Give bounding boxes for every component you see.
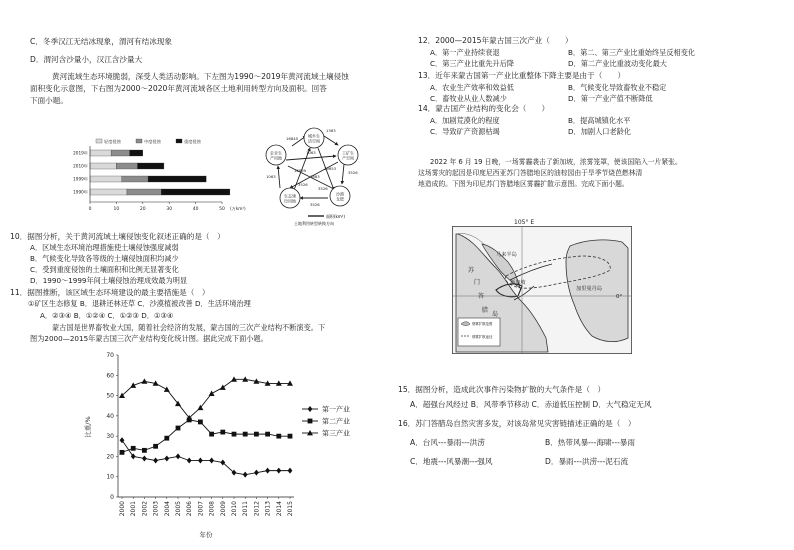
q13-option-a: A．农业生产效率和效益低 [430,83,514,92]
flow-edge-value: 16839 [294,168,307,173]
line-point [153,444,158,449]
line-legend-label: 第三产业 [322,429,350,438]
q11-items: ①矿区生态修复 B．退耕还林还草 C．沙漠植被改善 D．生活环境治理 [28,299,251,308]
bar-segment [127,189,161,195]
bar-legend-swatch [136,139,142,143]
bar-x-unit: (万km²) [230,206,246,211]
map-place-label: 新加坡 [510,280,526,286]
q13-stem: 13．近年来蒙古国第一产业比重整体下降主要是由于（ ） [418,71,626,80]
line-point [265,468,270,474]
bar-x-tick-label: 40 [192,207,199,212]
line-point [198,457,203,463]
flow-edge-value: 3526 [310,202,320,207]
bar-x-tick-label: 50 [219,207,225,212]
flow-node-label: 戈壁 [336,196,344,202]
line-x-axis-label: 年份 [199,531,213,539]
line-point [164,436,169,441]
line-y-axis-label: 比重/% [84,416,92,438]
sumatra-haze-map [452,218,632,354]
industry-structure-line-chart [82,347,382,541]
q12-option-c: C．第三产业比重先升后降 [430,59,515,68]
line-x-tick-label: 2005 [175,501,182,517]
line-x-tick-label: 2011 [242,501,250,517]
line-point [209,457,214,463]
line-point [164,386,170,391]
bar-segment [90,150,111,156]
q15-options: A．超强台风经过 B．风带季节移动 C．赤道低压控制 D．大气稳定无风 [410,400,652,409]
map-place-label: 加里曼丹岛 [576,286,602,292]
flow-edge-value: 3526 [298,182,308,187]
q16-option-a: A．台风---暴雨---洪涝 [410,438,485,447]
q13-option-b: B．气候变化导致畜牧业不稳定 [568,83,667,92]
flow-edge-value: 1863 [310,174,320,179]
bar-legend-swatch [96,139,102,143]
land-use-flow-diagram [258,126,368,230]
line-legend-label: 第二产业 [322,417,350,426]
line-point [141,378,147,383]
line-series-path [122,420,290,452]
flow-edge-value: 3526 [348,170,358,175]
bar-segment [148,176,206,182]
q10-stem: 10．据图分析，关于黄河流域土壤侵蚀变化叙述正确的是（ ） [10,232,225,241]
q14-option-d: D．加剧人口老龄化 [568,127,632,136]
q11-stem: 11．据图推断，该区域生态环境建设的最主要措施是（ ） [10,288,210,297]
intro-line-3: 下面小题。 [30,96,68,105]
q12-stem: 12．2000—2015年蒙古国三次产业（ ） [418,36,573,45]
map-longitude-label: 105° E [514,219,535,226]
intro-line-5: 图为2000—2015年蒙古国三次产业结构变化统计图。据此完成下面小题。 [30,334,268,343]
q12-option-d: D．第二产业比重波动变化最大 [568,59,667,68]
map-place-label: 答 [478,293,485,300]
line-x-tick-label: 2001 [130,501,138,517]
map-place-label: 岛 [492,311,499,318]
line-point [220,384,226,389]
map-place-label: 苏 [468,267,475,274]
line-point [276,468,281,474]
q12-option-a: A．第一产业持续衰退 [430,48,500,57]
bar-segment [116,163,137,169]
line-y-tick-label: 50 [106,392,114,400]
intro-line-8: 地造成的。下图为印尼苏门答腊地区雾霾扩散示意图。完成下面小题。 [418,180,629,188]
bar-category-label: 1990年 [73,189,88,195]
line-y-tick-label: 0 [110,494,114,501]
line-point [198,420,203,425]
bar-segment [111,150,129,156]
flow-edge-value: 16845 [286,136,299,141]
bar-legend-label: 中度侵蚀 [144,139,161,144]
flow-node-label: 城乡生 [308,133,320,139]
q10-option-c: C．受到重度侵蚀的土壤面积和比例无显著变化 [30,265,179,274]
line-x-tick-label: 2015 [287,501,294,517]
bar-segment [90,189,127,195]
line-point [243,432,248,437]
line-x-tick-label: 2014 [275,501,283,517]
flow-node-label: 产空间 [342,155,354,161]
q10-option-b: B．气候变化导致各等级的土壤侵蚀面积均减少 [30,254,179,263]
bar-category-label: 2010年 [73,163,88,169]
line-x-tick-label: 2007 [197,501,205,517]
line-y-tick-label: 70 [106,352,114,359]
bar-legend-label: 重度侵蚀 [184,139,201,144]
flow-caption: 土地利用转型转换方向 [294,221,334,226]
q16-option-b: B．热带风暴---海啸---暴雨 [545,438,635,447]
bar-legend-swatch [176,139,182,143]
bar-x-tick-label: 0 [88,207,92,212]
line-point [276,434,281,439]
line-point [120,450,125,455]
q12-option-b: B．第二、第三产业比重始终呈反相变化 [568,48,696,57]
line-point [187,457,192,463]
intro-line-2: 面积变化示意图，下右图为2000～2020年黄河流域各区土地利用转型方向及面积。回答 [30,84,327,93]
line-point [164,455,169,461]
line-point [308,419,313,424]
flow-node-label: 产用地 [270,155,282,161]
q14-option-c: C．导致矿产资源枯竭 [430,127,500,136]
line-y-tick-label: 10 [106,473,114,481]
option-c: C．冬季汉江无结冰现象，渭河有结冰现象 [30,37,172,46]
flow-node-label: 设用地 [284,198,296,204]
option-d: D．渭河含沙量小，汉江含沙量大 [30,55,143,64]
flow-edge-value: 1363 [326,128,336,133]
flow-node-label: 沙漠 [336,191,344,197]
line-point [288,434,293,439]
line-x-tick-label: 2004 [163,501,171,517]
line-y-tick-label: 20 [106,453,114,461]
bar-segment [130,150,143,156]
intro-line-1: 黄河流域生态环境脆弱，深受人类活动影响。下左图为1990～2019年黄河流域土壤侵蚀 [52,72,349,81]
line-point [220,430,225,435]
q10-option-d: D．1990～1999年间土壤侵蚀治理成效最为明显 [30,276,188,285]
line-point [209,432,214,437]
line-point [265,432,270,437]
flow-node-label: 农业生 [270,150,282,156]
line-x-tick-label: 2003 [152,501,160,517]
flow-node-label: 生态建 [284,193,296,199]
line-point [254,432,259,437]
line-x-tick-label: 2009 [219,501,227,517]
intro-line-6: 2022 年 6 月 19 日晚，一场雾霾袭击了新加坡，浓雾笼罩，使该国陷入一片紧张。 [430,158,682,166]
map-place-label: 腊 [482,307,489,314]
flow-legend-text: 面积(km²) [326,214,345,219]
line-point [176,426,181,431]
flow-node-label: 工矿生 [342,150,354,156]
line-point [209,391,215,396]
bar-segment [138,163,164,169]
intro-line-4: 蒙古国是世界畜牧业大国，随着社会经济的发展，蒙古国的三次产业结构不断演变。下 [52,323,326,332]
line-x-tick-label: 2006 [186,501,194,517]
line-point [153,457,158,463]
line-point [308,406,313,412]
map-legend-range: 烟雾扩散范围 [472,322,493,326]
line-y-tick-label: 60 [106,372,114,380]
q10-option-a: A．区域生态环境治理措施使土壤侵蚀强度减弱 [30,243,179,252]
map-latitude-label: 0° [616,294,623,300]
map-place-label: 门 [474,279,481,286]
map-legend-path: 烟雾扩散途径 [472,335,493,339]
line-point [142,455,147,461]
flow-edge-value: 3526 [318,186,328,191]
line-point [176,453,181,459]
flow-edge-value: 19653 [324,166,337,171]
line-x-tick-label: 2000 [119,501,126,517]
line-point [288,468,293,474]
line-series-path [122,440,290,474]
line-y-tick-label: 30 [106,433,114,441]
line-series-path [122,379,290,418]
intro-line-7: 这场雾灾的起因是印度尼西亚苏门答腊地区的油棕园由于旱季节烧芭燃林清 [418,169,643,177]
bar-segment [161,189,230,195]
line-y-tick-label: 40 [106,412,114,420]
q15-stem: 15．据图分析，造成此次事件污染物扩散的大气条件是（ ） [398,385,606,394]
q14-option-a: A．加剧荒漠化的程度 [430,116,500,125]
q13-option-c: C．畜牧业从业人数减少 [430,94,507,103]
line-point [243,472,248,478]
bar-segment [122,176,148,182]
q16-option-d: D．暴雨---洪涝---泥石流 [545,457,629,466]
line-x-tick-label: 2008 [208,501,216,517]
q13-option-d: D．第一产业产值不断降低 [568,94,653,103]
line-point [232,432,237,437]
bar-segment [90,163,116,169]
flow-node-label: 活空间 [308,138,320,144]
map-place-label: 马来半岛 [496,252,517,258]
line-legend-label: 第一产业 [322,405,350,414]
line-x-tick-label: 2013 [264,501,272,517]
bar-x-tick-label: 20 [139,207,146,212]
q14-option-b: B．提高城镇化水平 [568,116,631,125]
line-point [254,470,259,476]
q16-stem: 16．苏门答腊岛自然灾害多发，对该岛常见灾害链描述正确的是（ ） [398,419,636,428]
flow-edge-value: 1063 [306,150,316,155]
q11-options: A．②③④ B．①②④ C．①②③ D．①③④ [40,311,174,320]
bar-category-label: 2019年 [73,150,88,156]
q14-stem: 14．蒙古国产业结构的变化会（ ） [418,104,550,113]
line-point [142,448,147,453]
bar-x-tick-label: 10 [113,207,120,212]
bar-legend-label: 轻度侵蚀 [104,139,121,144]
bar-segment [90,176,122,182]
bar-category-label: 1999年 [73,176,88,182]
line-x-tick-label: 2002 [141,501,149,517]
q16-option-c: C．地震---风暴潮---强风 [410,457,493,466]
line-x-tick-label: 2010 [231,501,238,517]
line-point [131,446,136,451]
bar-x-tick-label: 30 [166,207,173,212]
flow-edge-value: 1063 [266,174,276,179]
erosion-bar-chart [66,138,254,218]
line-x-tick-label: 2012 [253,501,261,517]
